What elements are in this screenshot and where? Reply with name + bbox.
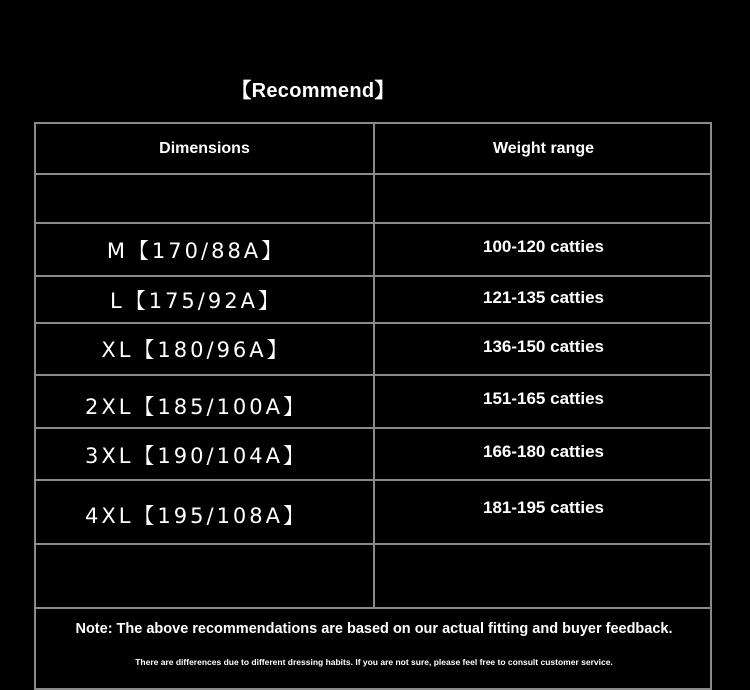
size-cell: M【170/88A】 [106, 238, 286, 263]
page-title: 【Recommend】 [231, 80, 395, 102]
weight-cell: 121-135 catties [483, 288, 604, 307]
weight-cell: 166-180 catties [483, 442, 604, 461]
weight-cell: 136-150 catties [483, 336, 604, 356]
size-cell: 2XL【185/100A】 [84, 394, 308, 419]
size-table [34, 122, 712, 690]
size-cell: 3XL【190/104A】 [84, 444, 308, 468]
note-main: Note: The above recommendations are based on our actual fitting and buyer feedback. [75, 621, 673, 637]
size-cell: XL【180/96A】 [101, 338, 291, 362]
header-dimensions: Dimensions [159, 139, 250, 157]
weight-cell: 181-195 catties [483, 498, 604, 517]
weight-cell: 151-165 catties [483, 388, 604, 408]
size-cell: L【175/92A】 [110, 288, 282, 313]
weight-cell: 100-120 catties [483, 237, 604, 256]
note-sub: There are differences due to different dressing habits. If you are not sure, please feel free to consult customer service. [135, 657, 613, 667]
size-cell: 4XL【195/108A】 [84, 504, 308, 528]
header-weight-range: Weight range [492, 139, 595, 157]
